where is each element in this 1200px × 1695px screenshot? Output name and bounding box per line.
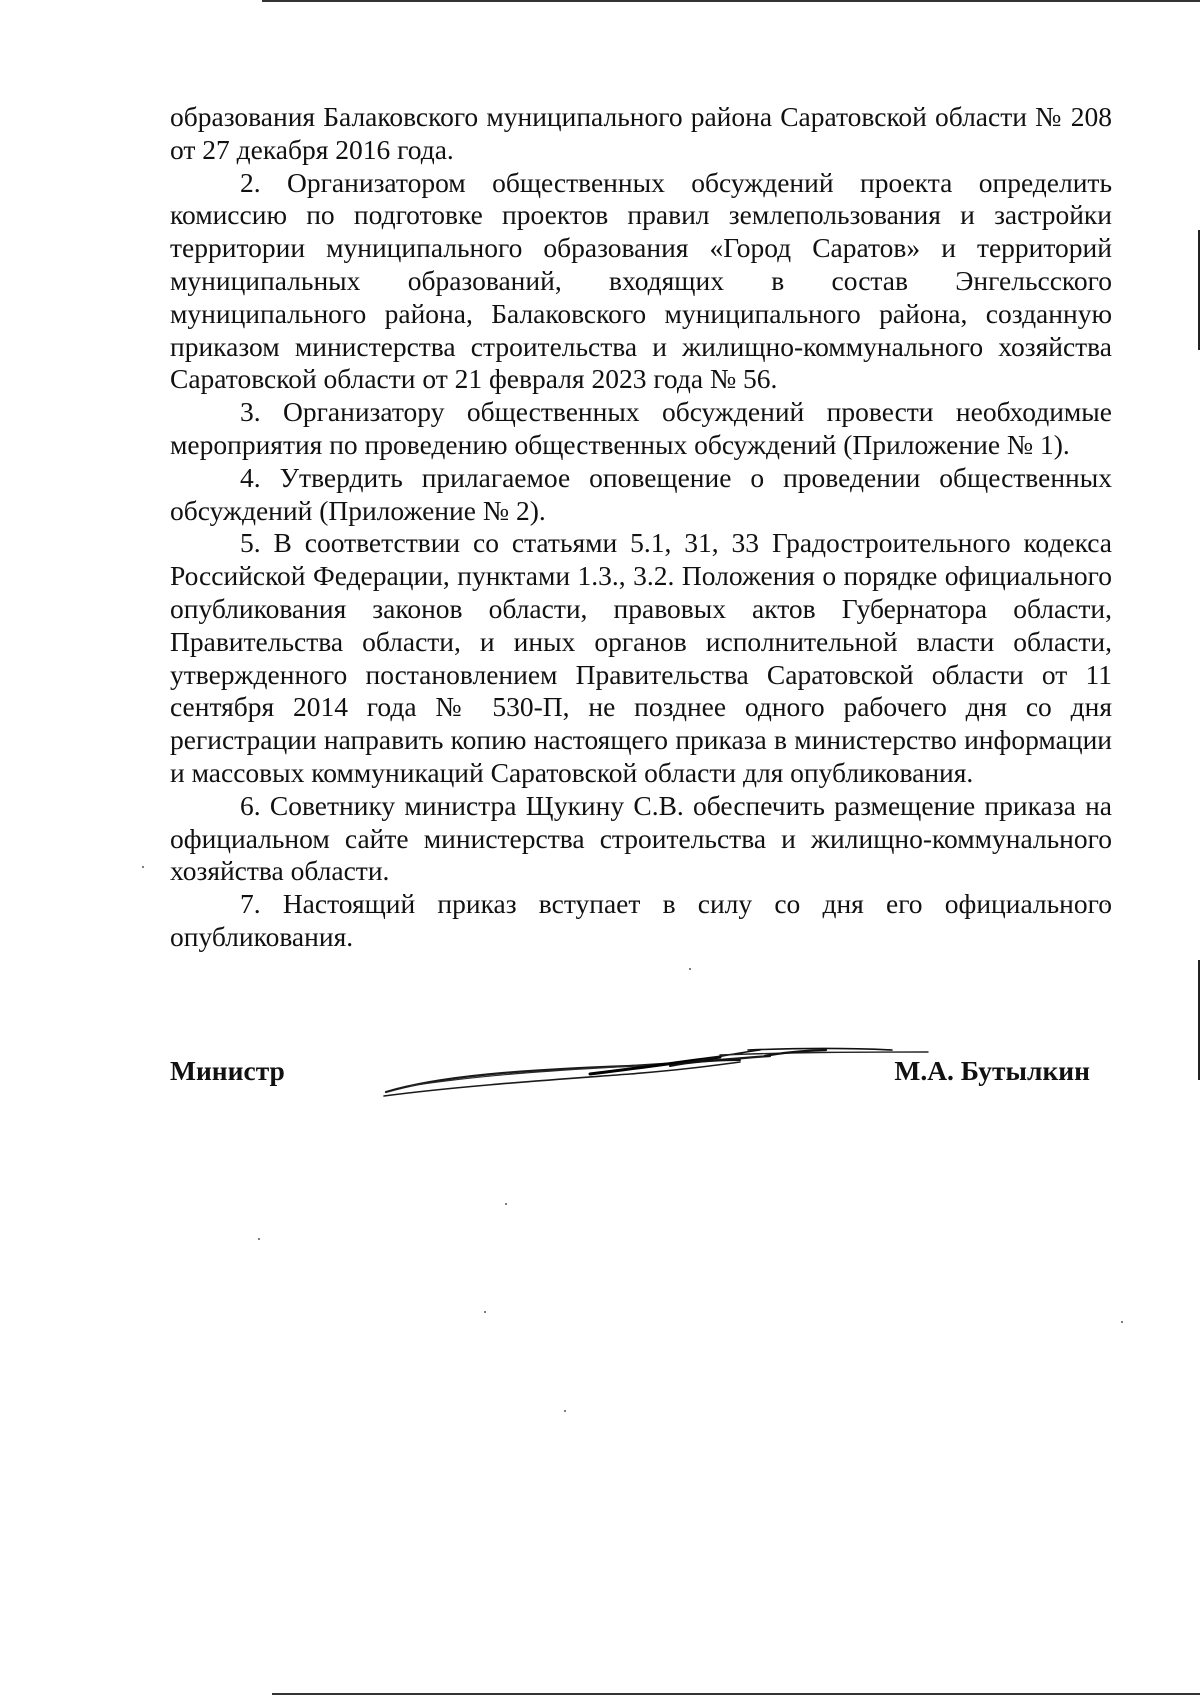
signatory-name: М.А. Бутылкин [894, 1055, 1090, 1086]
scan-speck [142, 866, 144, 868]
paragraph-item-7: 7. Настоящий приказ вступает в силу со дня его официального опубликования. [170, 888, 1112, 952]
scan-speck [258, 1238, 260, 1240]
scan-speck [689, 968, 691, 970]
scan-speck [564, 1410, 566, 1412]
paragraph-item-2: 2. Организатором общественных обсуждений проекта определить комиссию по подготовке проектов правил землепользования и застройки территории муниципального образования «Город Саратов» и территорий муниципальных образований, входящих в состав Энгельсского муниципального района, Балаковского муниципального района, созданную приказом министерства строительства и жилищно-коммунального хозяйства Саратовской области от 21 февраля 2023 года № 56. [170, 166, 1112, 395]
scan-speck [1121, 1321, 1123, 1323]
paragraph-item-4: 4. Утвердить прилагаемое оповещение о проведении общественных обсуждений (Приложение № 2). [170, 461, 1112, 526]
scan-edge-top [262, 0, 1200, 2]
paragraph-item-5: 5. В соответствии со статьями 5.1, 31, 33 Градостроительного кодекса Российской Федерации, пунктами 1.3., 3.2. Положения о порядке официального опубликования законов области, правовых актов Губернатора области, Правительства области, и иных органов исполнительной власти области, утвержденного постановлением Правительства Саратовской области от 11 сентября 2014 года № 530-П, не позднее одного рабочего дня со дня регистрации направить копию настоящего приказа в министерство информации и массовых коммуникаций Саратовской области для опубликования. [170, 527, 1112, 788]
paragraph-item-6: 6. Советнику министра Щукину С.В. обеспечить размещение приказа на официальном сайте министерства строительства и жилищно-коммунального хозяйства области. [170, 789, 1112, 887]
paragraph-continuation: образования Балаковского муниципального района Саратовской области № 208 от 27 декабря 2016 года. [170, 101, 1112, 165]
document-body [170, 101, 1112, 954]
signatory-title: Министр [170, 1055, 285, 1086]
paragraph-item-3: 3. Организатору общественных обсуждений провести необходимые мероприятия по проведению общественных обсуждений (Приложение № 1). [170, 396, 1112, 460]
scan-speck [505, 1203, 507, 1205]
scan-speck [484, 1311, 486, 1313]
signature-block [170, 1055, 1090, 1095]
